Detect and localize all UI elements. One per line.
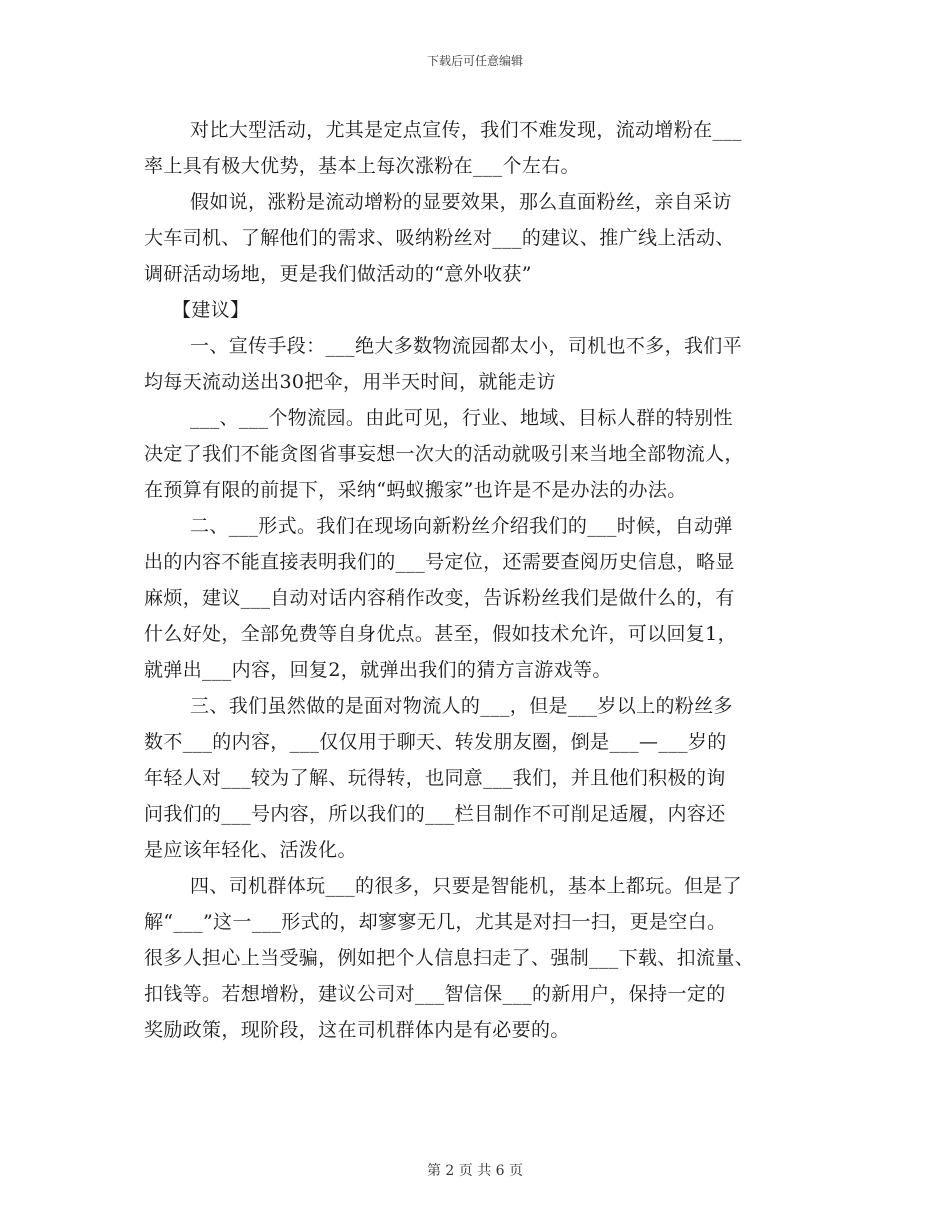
text-line: 三、我们虽然做的是面对物流人的___，但是___岁以上的粉丝多 [190, 695, 733, 717]
text-line: 决定了我们不能贪图省事妄想一次大的活动就吸引来当地全部物流人， [144, 443, 744, 465]
text-line: 解“___”这一___形式的，却寥寥无几，尤其是对扫一扫，更是空白。 [144, 911, 727, 933]
text-line: 假如说，涨粉是流动增粉的显要效果，那么直面粉丝，亲自采访 [190, 191, 732, 213]
text-line: ___、___个物流园。由此可见，行业、地域、目标人群的特别性 [190, 407, 733, 429]
text-line: 二、___形式。我们在现场向新粉丝介绍我们的___时候，自动弹 [190, 515, 733, 537]
document-body [144, 112, 824, 1048]
text-line: 调研活动场地，更是我们做活动的“意外收获” [144, 263, 532, 285]
text-line: 四、司机群体玩___的很多，只要是智能机，基本上都玩。但是了 [190, 875, 743, 897]
text-line: 是应该年轻化、活泼化。 [144, 839, 357, 861]
text-line: 很多人担心上当受骗，例如把个人信息扫走了、强制___下载、扣流量、 [144, 947, 755, 969]
text-line: 就弹出___内容，回复2，就弹出我们的猜方言游戏等。 [144, 659, 612, 681]
page-header: 下载后可任意编辑 [426, 54, 523, 68]
text-line: 问我们的___号内容，所以我们的___栏目制作不可削足适履，内容还 [144, 803, 726, 825]
text-line: 率上具有极大优势，基本上每次涨粉在___个左右。 [144, 155, 580, 177]
text-line: 出的内容不能直接表明我们的___号定位，还需要查阅历史信息，略显 [144, 551, 735, 573]
text-line: 一、宣传手段：___绝大多数物流园都太小，司机也不多，我们平 [190, 335, 743, 357]
text-line: 扣钱等。若想增粉，建议公司对___智信保___的新用户，保持一定的 [144, 983, 726, 1005]
text-line: 大车司机、了解他们的需求、吸纳粉丝对___的建议、推广线上活动、 [144, 227, 735, 249]
text-line: 奖励政策，现阶段，这在司机群体内是有必要的。 [144, 1019, 570, 1041]
text-line: 对比大型活动，尤其是定点宣传，我们不难发现，流动增粉在___ [190, 119, 743, 141]
text-line: 在预算有限的前提下，采纳“蚂蚁搬家”也许是不是办法的办法。 [144, 479, 687, 501]
text-line: 【建议】 [172, 299, 250, 321]
text-line: 年轻人对___较为了解、玩得转，也同意___我们，并且他们积极的询 [144, 767, 726, 789]
text-line: 什么好处，全部免费等自身优点。甚至，假如技术允许，可以回复1， [144, 623, 737, 645]
page-footer-pagination: 第 2 页 共 6 页 [426, 1163, 524, 1179]
text-line: 均每天流动送出30把伞，用半天时间，就能走访 [144, 371, 556, 393]
text-line: 数不___的内容，___仅仅用于聊天、转发朋友圈，倒是___—___岁的 [144, 731, 727, 753]
text-line: 麻烦，建议___自动对话内容稍作改变，告诉粉丝我们是做什么的，有 [144, 587, 735, 609]
